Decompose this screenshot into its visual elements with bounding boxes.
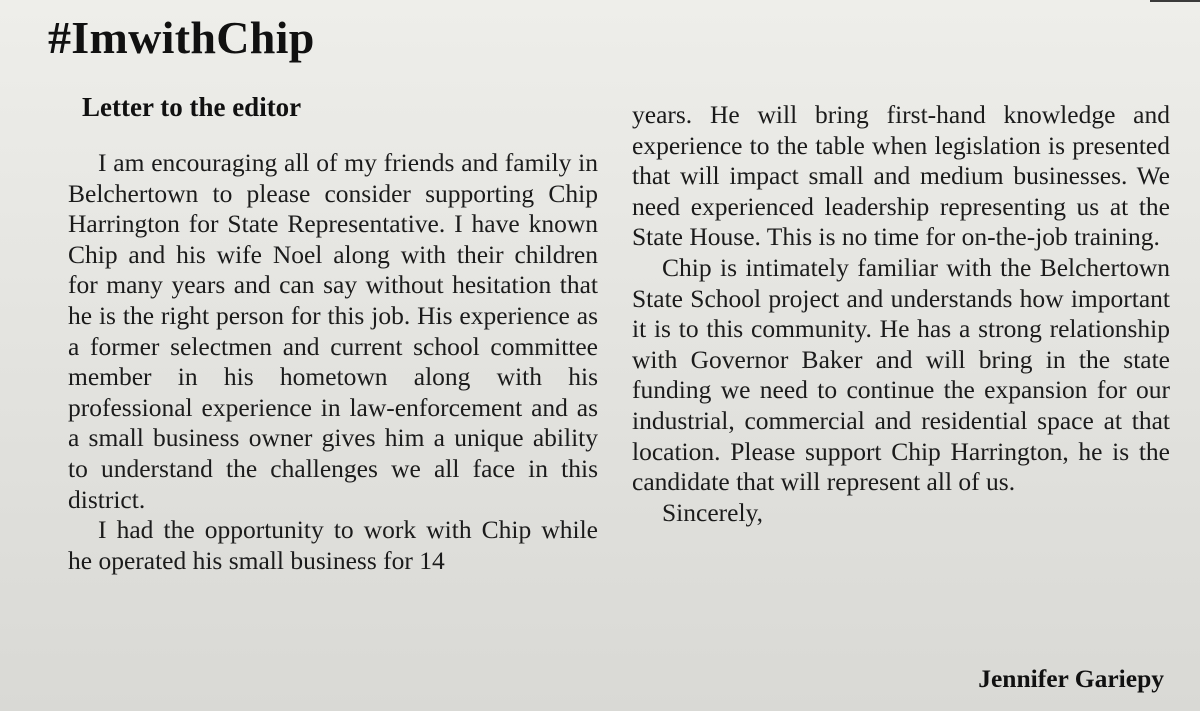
paragraph-2: I had the opportunity to work with Chip while he operated his small business for 14	[68, 515, 598, 575]
paragraph-2-continued: years. He will bring first-hand knowledge and experience to the table when legislation is presented that will impact small and medium businesses. We need experienced leadership representing us at the State House. This is no time for on-the-job training.	[632, 100, 1170, 252]
right-column	[632, 100, 1170, 528]
headline: #ImwithChip	[48, 12, 315, 63]
paragraph-3: Chip is intimately familiar with the Belchertown State School project and understands how important it is to this community. He has a strong relationship with Governor Baker and will bring in the state funding we need to continue the expansion for our industrial, commercial and residential space at that location. Please support Chip Harrington, he is the candidate that will represent all of us.	[632, 252, 1170, 497]
closing: Sincerely,	[662, 497, 764, 527]
paragraph-1: I am encouraging all of my friends and family in Belchertown to please consider supporting Chip Harrington for State Representative. I have known Chip and his wife Noel along with their children for many years and can say without hesitation that he is the right person for this job. His experience as a former selectmen and current school committee member in his hometown along with his professional experience in law-enforcement and as a small business owner gives him a unique ability to understand the challenges we all face in this district.	[68, 148, 598, 514]
top-rule	[1150, 0, 1200, 2]
signature-name: Jennifer Gariepy	[978, 664, 1164, 693]
left-column	[68, 92, 598, 576]
kicker: Letter to the editor	[82, 92, 302, 122]
